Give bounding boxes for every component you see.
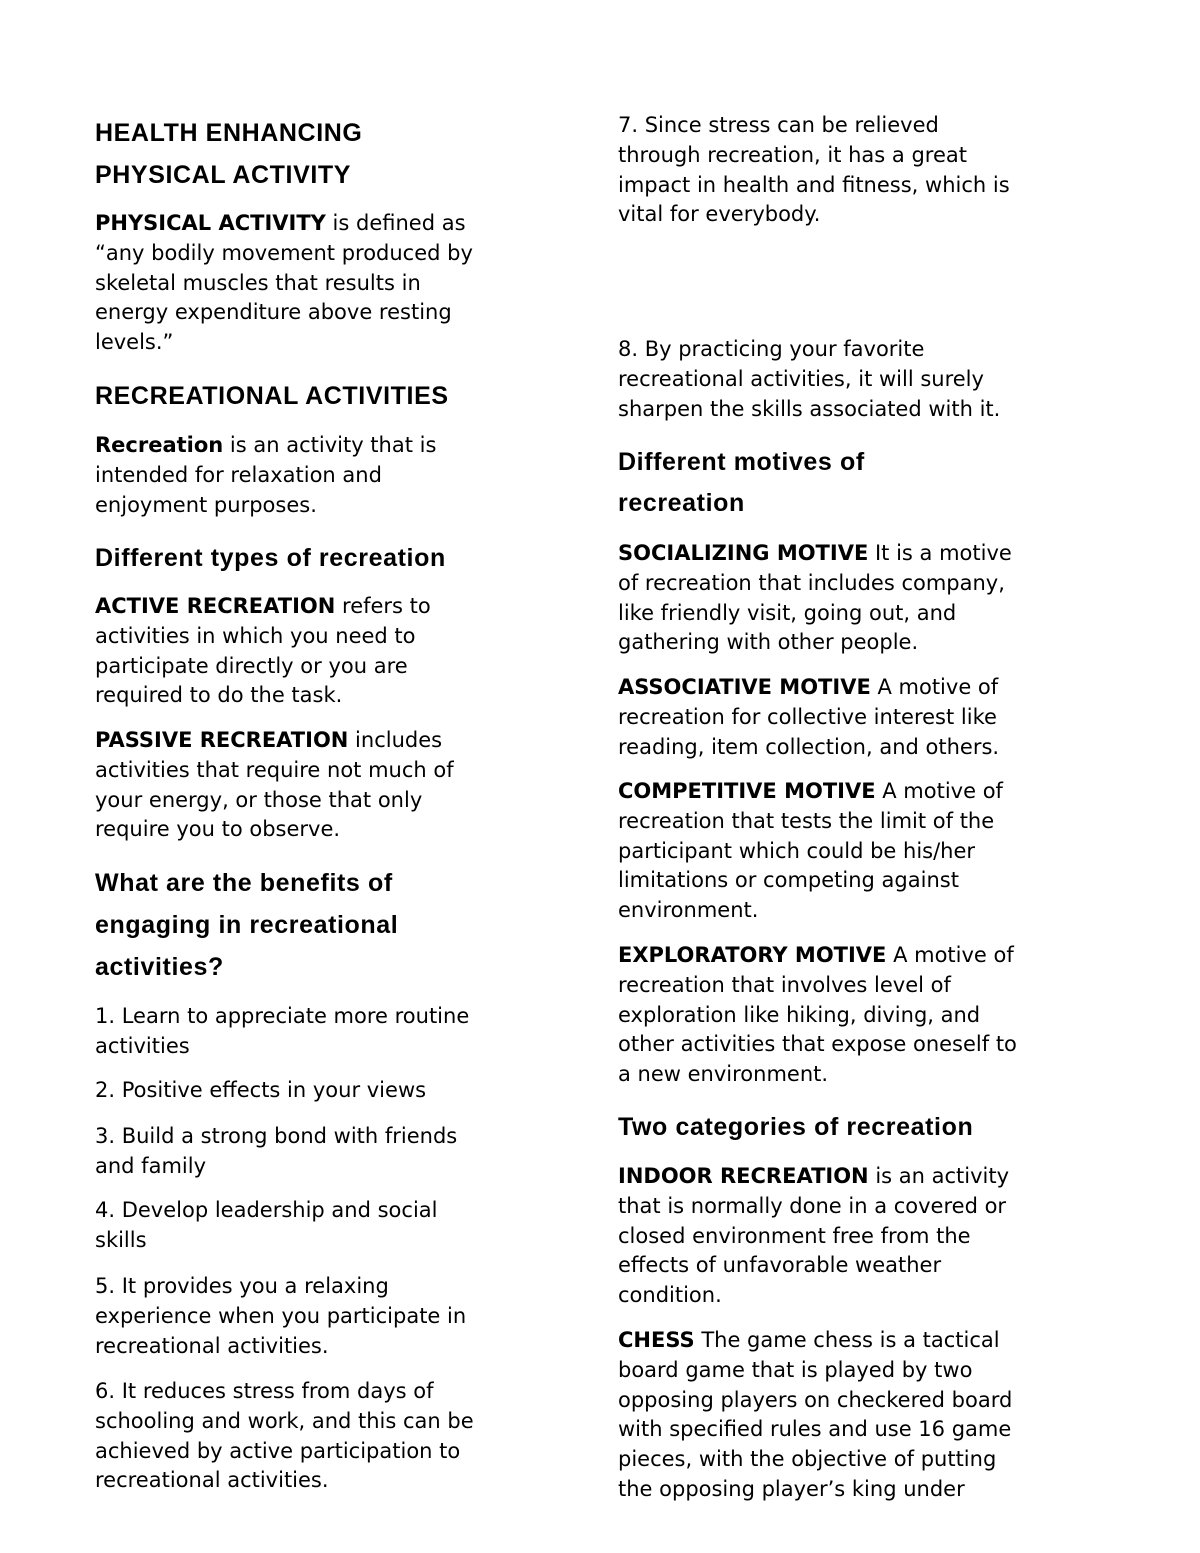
chess-term: CHESS	[618, 1328, 695, 1352]
benefit-item-5: 5. It provides you a relaxing experience when you participate in recreational activities.	[95, 1274, 467, 1358]
chess-text: The game chess is a tactical board game that is played by two opposing players on checkered board with specified rules and use 16 game pieces, with the objective of putting the opposing player’s king under	[618, 1328, 1013, 1501]
physical-activity-definition	[95, 209, 473, 358]
physical-activity-term: PHYSICAL ACTIVITY	[95, 211, 326, 235]
associative-motive	[618, 673, 999, 762]
benefits-heading-line-1: What are the benefits of	[95, 869, 393, 897]
physical-activity-text: is defined as “any bodily movement produced by skeletal muscles that results in energy expenditure above resting levels.”	[95, 211, 473, 355]
motives-heading-line-1: Different motives of	[618, 448, 865, 476]
competitive-motive	[618, 777, 1003, 926]
active-recreation-term: ACTIVE RECREATION	[95, 594, 336, 618]
benefit-item-8: 8. By practicing your favorite recreational activities, it will surely sharpen the skills associated with it.	[618, 337, 1001, 421]
motives-heading-line-2: recreation	[618, 489, 745, 517]
competitive-motive-term: COMPETITIVE MOTIVE	[618, 779, 876, 803]
benefits-heading-line-3: activities?	[95, 953, 224, 981]
benefit-item-7: 7. Since stress can be relieved through recreation, it has a great impact in health and fitness, which is vital for everybody.	[618, 113, 1010, 227]
socializing-motive-term: SOCIALIZING MOTIVE	[618, 541, 869, 565]
types-of-recreation-heading: Different types of recreation	[95, 544, 446, 572]
competitive-motive-text: A motive of recreation that tests the limit of the participant which could be his/her limitations or competing against environment.	[618, 779, 1003, 923]
document-title-line-2: PHYSICAL ACTIVITY	[95, 161, 352, 189]
exploratory-motive	[618, 941, 1017, 1090]
recreation-term: Recreation	[95, 433, 224, 457]
passive-recreation-term: PASSIVE RECREATION	[95, 728, 349, 752]
recreational-activities-heading: RECREATIONAL ACTIVITIES	[95, 382, 449, 410]
categories-heading: Two categories of recreation	[618, 1113, 974, 1141]
benefit-item-6: 6. It reduces stress from days of schooling and work, and this can be achieved by active participation to recreational activities.	[95, 1379, 474, 1493]
benefit-item-3: 3. Build a strong bond with friends and family	[95, 1124, 458, 1178]
benefit-item-2: 2. Positive effects in your views	[95, 1078, 427, 1102]
associative-motive-text: A motive of recreation for collective interest like reading, item collection, and others.	[618, 675, 1000, 759]
benefits-heading-line-2: engaging in recreational	[95, 911, 399, 939]
document-title-line-1: HEALTH ENHANCING	[95, 119, 363, 147]
indoor-recreation-definition	[618, 1162, 1009, 1311]
chess-definition	[618, 1326, 1012, 1505]
benefit-item-4: 4. Develop leadership and social skills	[95, 1198, 438, 1252]
socializing-motive-text: It is a motive of recreation that includes company, like friendly visit, going out, and gathering with other people.	[618, 541, 1012, 655]
socializing-motive	[618, 539, 1012, 658]
indoor-recreation-term: INDOOR RECREATION	[618, 1164, 869, 1188]
benefit-item-1: 1. Learn to appreciate more routine activities	[95, 1004, 470, 1058]
indoor-recreation-text: is an activity that is normally done in a covered or closed environment free from the effects of unfavorable weather condition.	[618, 1164, 1010, 1308]
associative-motive-term: ASSOCIATIVE MOTIVE	[618, 675, 871, 699]
exploratory-motive-text: A motive of recreation that involves level of exploration like hiking, diving, and other activities that expose oneself to a new environment.	[618, 943, 1017, 1087]
active-recreation-definition	[95, 592, 431, 711]
recreation-text: is an activity that is intended for relaxation and enjoyment purposes.	[95, 433, 437, 517]
active-recreation-text: refers to activities in which you need to participate directly or you are required to do the task.	[95, 594, 431, 708]
passive-recreation-definition	[95, 726, 454, 845]
exploratory-motive-term: EXPLORATORY MOTIVE	[618, 943, 887, 967]
passive-recreation-text: includes activities that require not much of your energy, or those that only require you to observe.	[95, 728, 454, 842]
recreation-definition	[95, 431, 436, 520]
